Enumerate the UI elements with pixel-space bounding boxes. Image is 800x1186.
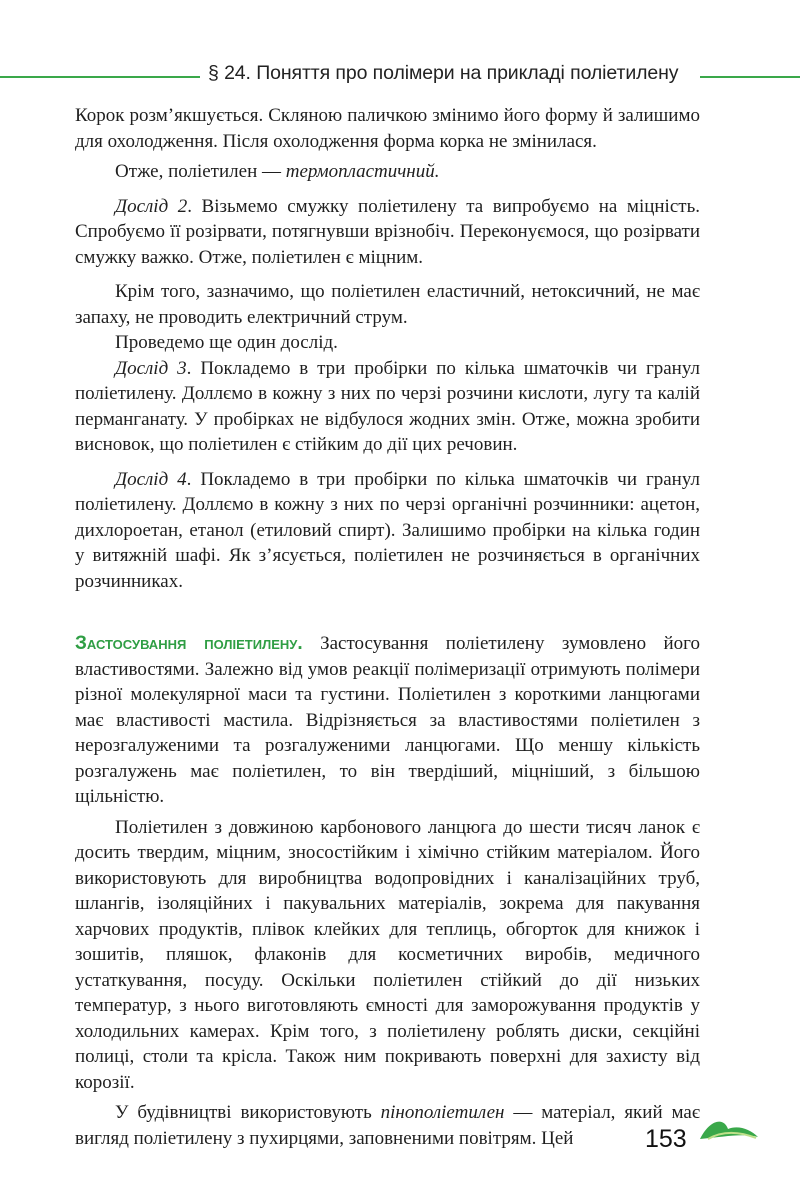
paragraph-uses: Поліетилен з довжиною карбонового ланцюга до шести тисяч ланок є досить твердим, міцним, зносостійким і хімічно стійким матеріалом. Його використовують для виробництва водопровідних і каналізаційних труб, шлангів, ізоляційних і пакувальних матеріалів, зокрема для пакування харчових продуктів, плівок клейких для теплиць, обгорток для книжок і зошитів, пляшок, флаконів для косметичних виробів, медичного устаткування, посуду. Оскільки поліетилен стійкий до дії низьких температур, з нього виготовляють ємності для заморожування продуктів у холодильних камерах. Крім того, з поліетилену роблять диски, секційні полиці, столи та крісла. Також ним покривають поверхні для захисту від корозії. (75, 816, 700, 1093)
experiment-3-label: Дослід 3 (115, 357, 187, 379)
experiment-2-label: Дослід 2 (115, 195, 188, 217)
paragraph-construction (75, 1100, 700, 1151)
paragraph-properties: Крім того, зазначимо, що поліетилен еластичний, нетоксичний, не має запаху, не проводить електричний струм. (75, 281, 700, 328)
paragraph-2 (75, 159, 700, 185)
term-foam-polyethylene: пінополіетилен (380, 1102, 505, 1123)
green-leaf-icon (698, 1115, 760, 1141)
paragraph-1: Корок розм’якшується. Скляною паличкою змінимо його форму й залишимо для охолодження. Після охолодження форма корка не змінилася. (75, 105, 700, 152)
experiment-4-text: . Покладемо в три пробірки по кілька шматочків чи гранул поліетилену. Доллємо в кожну з них по черзі органічні розчинники: ацетон, дихлороетан, етанол (етиловий спирт). Залишимо пробірки на кілька годин у витяжній шафі. Як з’ясується, поліетилен не розчиняється в органічних розчинниках. (75, 468, 700, 592)
experiment-4-label: Дослід 4 (115, 468, 187, 490)
section-title-applications: Застосування поліетилену. (75, 633, 303, 654)
header-rule-right (700, 76, 800, 78)
main-text (75, 103, 700, 1151)
page-header (0, 60, 800, 90)
applications-text: Застосування поліетилену зумовлено його властивостями. Залежно від умов реакції полімеризації отримують полімери різної молекулярної маси та густини. Поліетилен з короткими ланцюгами має властивості мастила. Відрізняється за властивостями поліетилен з нерозгалуженими та розгалуженими ланцюгами. Що меншу кількість розгалужень має поліетилен, то він твердіший, міцніший, з більшою щільністю. (75, 633, 700, 807)
paragraph-experiment-4 (75, 467, 700, 595)
paragraph-2-prefix: Отже, поліетилен — (115, 161, 286, 182)
paragraph-another-experiment: Проведемо ще один дослід. (115, 332, 338, 353)
term-thermoplastic: термопластичний. (285, 161, 440, 182)
construction-text: — матеріал, який має вигляд поліетилену з пухирцями, заповненими повітрям. Цей (75, 1102, 700, 1149)
header-title: § 24. Поняття про полімери на прикладі поліетилену (208, 62, 679, 84)
experiment-2-text: . Візьмемо смужку поліетилену та випробуємо на міцність. Спробуємо її розірвати, потягнувши врізнобіч. Переконуємося, що розірвати смужку важко. Отже, поліетилен є міцним. (75, 195, 700, 268)
page-number: 153 (645, 1125, 687, 1153)
construction-prefix: У будівництві використовують (115, 1102, 381, 1123)
paragraph-experiment-3 (75, 356, 700, 458)
paragraph-experiment-2 (75, 194, 700, 271)
experiment-3-text: . Покладемо в три пробірки по кілька шматочків чи гранул поліетилену. Доллємо в кожну з них по черзі розчини кислоти, лугу та калій перманганату. У пробірках не відбулося жодних змін. Отже, можна зробити висновок, що поліетилен є стійким до дії цих речовин. (75, 357, 700, 455)
paragraph-applications (75, 631, 700, 810)
header-rule-left (0, 76, 200, 78)
